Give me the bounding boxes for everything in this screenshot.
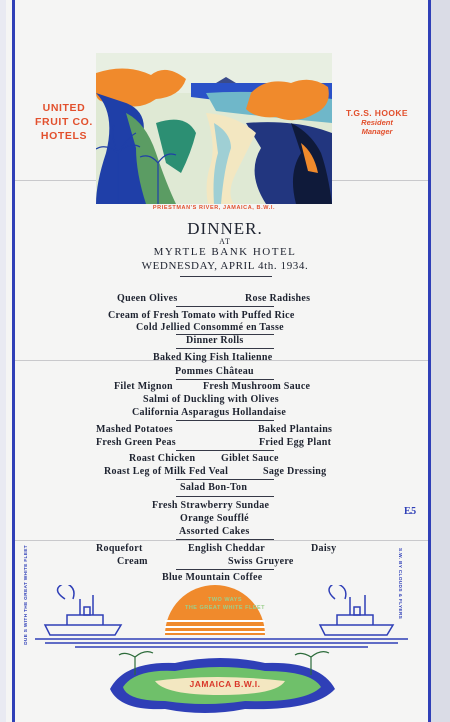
menu-item: English Cheddar (188, 543, 266, 554)
brand-line: HOTELS (40, 130, 88, 142)
menu-item: Fried Egg Plant (259, 437, 332, 448)
menu-item: Salad Bon-Ton (180, 482, 248, 493)
right-margin (431, 0, 450, 722)
menu-item: Salmi of Duckling with Olives (143, 394, 279, 405)
divider (176, 450, 274, 451)
hotel-name: MYRTLE BANK HOTEL (153, 246, 297, 258)
divider (176, 420, 274, 421)
fold-line (15, 540, 428, 541)
hotel-brand (24, 101, 104, 143)
manager-name: T.G.S. HOOKE (346, 108, 408, 118)
menu-item: Fresh Mushroom Sauce (203, 381, 311, 392)
menu-item: Roast Leg of Milk Fed Veal (104, 466, 229, 477)
menu-item: Mashed Potatoes (96, 424, 173, 435)
menu-item: Rose Radishes (245, 293, 311, 304)
ink-stamp: E.5 (404, 506, 416, 517)
menu-item: Pommes Château (175, 366, 254, 377)
menu-item: Daisy (311, 543, 337, 554)
menu-item: Filet Mignon (114, 381, 173, 392)
menu-item: Blue Mountain Coffee (162, 572, 263, 583)
menu-date: WEDNESDAY, APRIL 4th. 1934. (141, 260, 309, 272)
divider (176, 569, 274, 570)
menu-item: Roast Chicken (129, 453, 196, 464)
menu-item: Fresh Green Peas (96, 437, 176, 448)
menu-item: Dinner Rolls (186, 335, 244, 346)
manager-title: Manager (361, 127, 393, 136)
menu-item: California Asparagus Hollandaise (132, 407, 287, 418)
menu-item: Cream of Fresh Tomato with Puffed Rice (108, 310, 295, 321)
menu-item: Roquefort (96, 543, 143, 554)
menu-item: Fresh Strawberry Sundae (152, 500, 270, 511)
manager-title: Resident (361, 118, 393, 127)
divider (180, 276, 272, 277)
menu-item: Baked King Fish Italienne (153, 352, 273, 363)
menu-item: Swiss Gruyere (228, 556, 294, 567)
divider (176, 348, 274, 349)
brand-line: FRUIT CO. (35, 116, 93, 128)
fleet-slogan-left: DUE S WITH THE GREAT WHITE FLEET (24, 545, 29, 645)
fleet-slogan-right: S.W. BY CLOUDS & FLYERS (397, 548, 402, 620)
menu-item: Queen Olives (117, 293, 178, 304)
menu-item: Sage Dressing (263, 466, 327, 477)
menu-item: Cream (117, 556, 148, 567)
divider (176, 479, 274, 480)
footer-slogan: TWO WAYS (207, 597, 243, 603)
island-label: JAMAICA B.W.I. (189, 679, 261, 689)
river-illustration (96, 53, 332, 204)
divider (176, 379, 274, 380)
manager-block (336, 108, 418, 136)
illustration-caption: PRIESTMAN'S RIVER, JAMAICA, B.W.I. (152, 205, 276, 211)
menu-item: Baked Plantains (258, 424, 333, 435)
menu-item: Assorted Cakes (179, 526, 250, 537)
footer-slogan: THE GREAT WHITE FLEET (184, 605, 266, 611)
divider (176, 539, 274, 540)
divider (176, 306, 274, 307)
page-title: DINNER. (187, 219, 263, 238)
menu-item: Cold Jellied Consommé en Tasse (136, 322, 284, 333)
divider (176, 496, 274, 497)
menu-item: Orange Soufflé (180, 513, 249, 524)
brand-line: UNITED (42, 102, 86, 114)
heading-at: AT (219, 237, 231, 246)
menu-item: Giblet Sauce (221, 453, 279, 464)
